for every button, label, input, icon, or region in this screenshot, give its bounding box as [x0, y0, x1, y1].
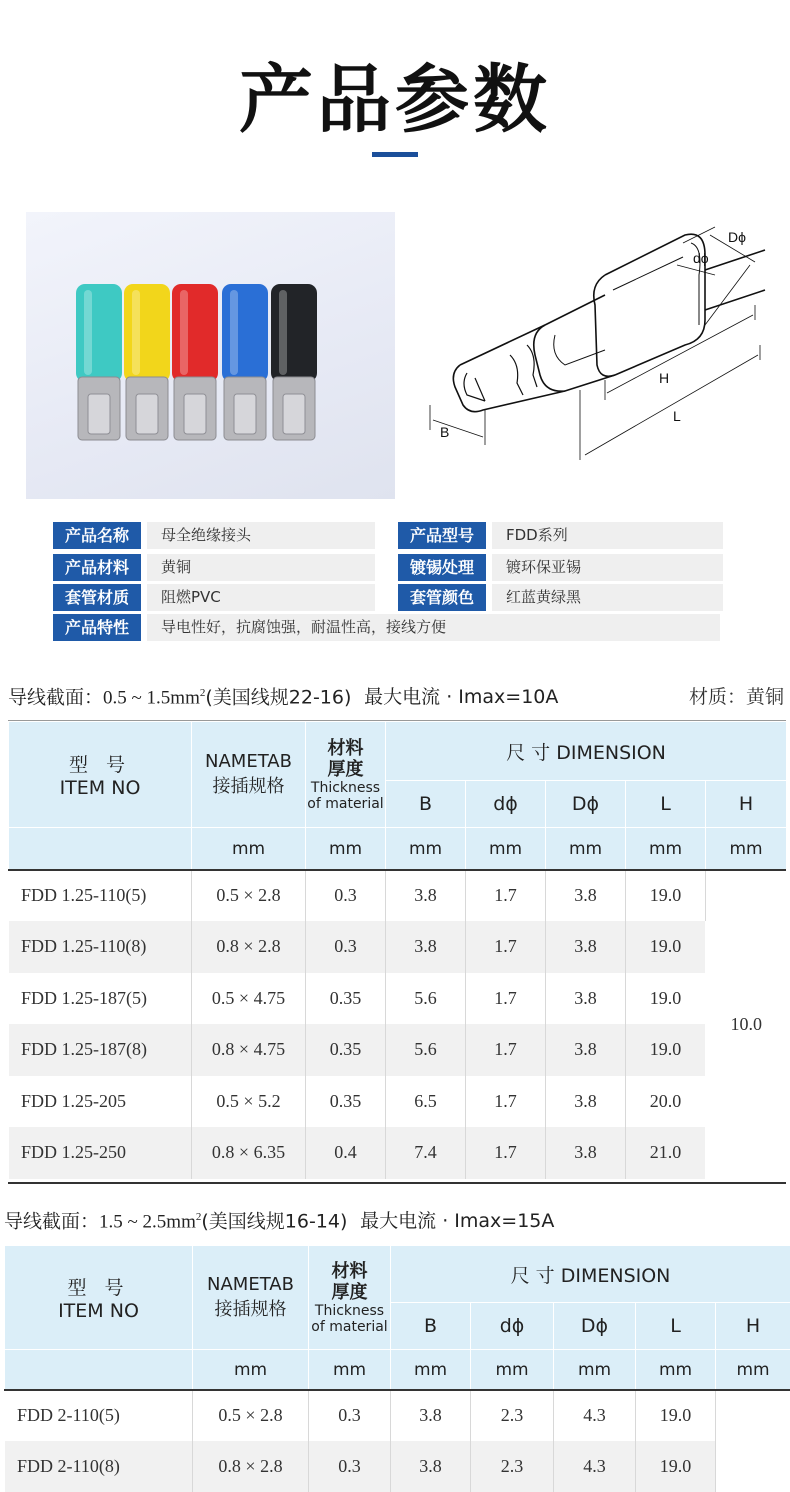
table-cell: 3.8 — [546, 921, 626, 973]
header-material — [309, 1246, 391, 1350]
section1-prefix: 导线截面： — [8, 686, 103, 708]
table-cell: 0.4 — [306, 1127, 386, 1179]
product-photo — [26, 212, 395, 499]
section1-range: 0.5 ~ 1.5mm — [103, 687, 200, 708]
table-cell: 0.5 × 4.75 — [192, 973, 306, 1025]
unit-cell: mm — [309, 1350, 391, 1390]
spec-value: FDD系列 — [492, 522, 723, 549]
unit-cell: mm — [306, 828, 386, 870]
table-cell: 3.8 — [546, 1024, 626, 1076]
spec-value: 黄铜 — [147, 554, 375, 581]
spec-value: 阻燃PVC — [147, 584, 375, 611]
header-nametab-cn: 接插规格 — [193, 1295, 308, 1321]
header-item-cn: 型 号 — [5, 1273, 192, 1300]
page-title: 产品参数 — [0, 55, 790, 145]
section2-title — [4, 1204, 554, 1235]
table-cell: 0.35 — [306, 973, 386, 1025]
spec-key: 产品名称 — [53, 522, 141, 549]
header-item — [5, 1246, 193, 1350]
table-cell: 0.5 × 2.8 — [192, 870, 306, 922]
unit-cell: mm — [471, 1350, 554, 1390]
table-cell: 0.3 — [306, 921, 386, 973]
unit-cell: mm — [386, 828, 466, 870]
table-cell: 0.8 × 4.75 — [192, 1024, 306, 1076]
table-cell: 2.3 — [471, 1441, 554, 1492]
header-dimension: 尺 寸 DIMENSION — [391, 1246, 790, 1303]
header-col-d: dϕ — [466, 781, 546, 828]
table-cell: 19.0 — [626, 870, 706, 922]
table-cell: 3.8 — [546, 1076, 626, 1128]
table-row — [5, 1390, 790, 1441]
header-material-en2: of material — [309, 1319, 390, 1335]
table-cell: 1.7 — [466, 1024, 546, 1076]
table-cell: 1.7 — [466, 921, 546, 973]
table-cell: 0.8 × 6.35 — [192, 1127, 306, 1179]
table-cell: 19.0 — [636, 1390, 716, 1441]
unit-cell: mm — [391, 1350, 471, 1390]
table-cell: 3.8 — [546, 1127, 626, 1179]
unit-cell: mm — [716, 1350, 790, 1390]
table-cell: 19.0 — [636, 1441, 716, 1492]
cell-h-value: 10.0 — [706, 870, 787, 1179]
unit-cell: mm — [192, 828, 306, 870]
table-cell: 0.3 — [309, 1390, 391, 1441]
unit-cell: mm — [554, 1350, 636, 1390]
table-cell: 20.0 — [626, 1076, 706, 1128]
terminal-0 — [76, 284, 122, 440]
table-cell: 4.3 — [554, 1441, 636, 1492]
cell-model: FDD 1.25-110(5) — [9, 870, 192, 922]
table-row — [9, 1076, 787, 1128]
header-col-H: H — [716, 1303, 790, 1350]
cell-model: FDD 1.25-110(8) — [9, 921, 192, 973]
spec-table-1 — [8, 721, 787, 1179]
header-item-cn: 型 号 — [9, 750, 191, 777]
terminal-2 — [172, 284, 218, 440]
header-material-en1: Thickness — [306, 780, 385, 796]
cell-model: FDD 1.25-187(8) — [9, 1024, 192, 1076]
section2-current: 最大电流 · Imax=15A — [360, 1210, 554, 1232]
section2-range: 1.5 ~ 2.5mm — [99, 1211, 196, 1232]
header-nametab-en: NAMETAB — [193, 1274, 308, 1295]
table-row — [9, 1024, 787, 1076]
header-item-en: ITEM NO — [9, 777, 191, 799]
terminal-3 — [222, 284, 268, 440]
table-row — [9, 973, 787, 1025]
header-col-D: Dϕ — [554, 1303, 636, 1350]
table-cell: 3.8 — [546, 870, 626, 922]
spec-key: 产品型号 — [398, 522, 486, 549]
dimension-diagram — [415, 215, 785, 465]
section2-awg: (美国线规16-14) — [201, 1210, 347, 1232]
label-d: dϕ — [693, 250, 709, 266]
table-cell: 19.0 — [626, 1024, 706, 1076]
table-cell — [716, 1390, 790, 1441]
spec-value: 镀环保亚锡 — [492, 554, 723, 581]
unit-cell: mm — [626, 828, 706, 870]
table-cell: 1.7 — [466, 1127, 546, 1179]
title-underline — [372, 152, 418, 157]
cell-model: FDD 1.25-250 — [9, 1127, 192, 1179]
label-D: Dϕ — [728, 229, 746, 245]
section2-prefix: 导线截面： — [4, 1210, 99, 1232]
table-cell: 0.35 — [306, 1024, 386, 1076]
header-col-H: H — [706, 781, 787, 828]
header-material-cn1: 材料 — [309, 1261, 390, 1282]
table-cell: 1.7 — [466, 1076, 546, 1128]
header-material-en1: Thickness — [309, 1303, 390, 1319]
header-nametab — [193, 1246, 309, 1350]
table-cell: 0.3 — [309, 1441, 391, 1492]
header-col-B: B — [391, 1303, 471, 1350]
header-col-D: Dϕ — [546, 781, 626, 828]
label-H: H — [659, 370, 669, 386]
section1-current: 最大电流 · Imax=10A — [364, 686, 558, 708]
table-cell: 2.3 — [471, 1390, 554, 1441]
table1-top-rule — [8, 869, 786, 871]
header-nametab — [192, 722, 306, 828]
header-material-en2: of material — [306, 796, 385, 812]
table-cell: 6.5 — [386, 1076, 466, 1128]
spec-row — [53, 584, 723, 611]
material-note: 材质：黄铜 — [689, 684, 784, 710]
table-cell: 0.5 × 2.8 — [193, 1390, 309, 1441]
header-col-B: B — [386, 781, 466, 828]
unit-cell: mm — [636, 1350, 716, 1390]
table-cell: 0.8 × 2.8 — [193, 1441, 309, 1492]
cell-model: FDD 1.25-187(5) — [9, 973, 192, 1025]
section1-title — [8, 680, 558, 711]
cell-model: FDD 1.25-205 — [9, 1076, 192, 1128]
terminal-4 — [271, 284, 317, 440]
spec-table-2 — [4, 1245, 790, 1492]
header-col-L: L — [626, 781, 706, 828]
unit-blank — [9, 828, 192, 870]
table-cell: 3.8 — [386, 921, 466, 973]
header-item — [9, 722, 192, 828]
table-row — [9, 921, 787, 973]
table-cell: 3.8 — [391, 1441, 471, 1492]
unit-cell: mm — [466, 828, 546, 870]
terminal-photo-illustration — [26, 212, 395, 499]
table-cell: 0.3 — [306, 870, 386, 922]
cell-model: FDD 2-110(8) — [5, 1441, 193, 1492]
header-col-L: L — [636, 1303, 716, 1350]
label-L: L — [673, 408, 681, 424]
sleeve-outline — [605, 234, 705, 375]
spec-row — [53, 614, 723, 641]
spec-value: 红蓝黄绿黑 — [492, 584, 723, 611]
table-cell: 21.0 — [626, 1127, 706, 1179]
table-cell: 3.8 — [546, 973, 626, 1025]
spec-key: 套管材质 — [53, 584, 141, 611]
table-cell: 4.3 — [554, 1390, 636, 1441]
table-row — [5, 1441, 790, 1492]
header-nametab-en: NAMETAB — [192, 751, 305, 772]
section1-awg: (美国线规22-16) — [205, 686, 351, 708]
spec-key: 产品特性 — [53, 614, 141, 641]
table1-bottom-rule — [8, 1182, 786, 1184]
section2-sup: 2 — [196, 1211, 202, 1223]
table-row — [9, 870, 787, 922]
unit-cell: mm — [193, 1350, 309, 1390]
spec-value: 母全绝缘接头 — [147, 522, 375, 549]
table-cell: 5.6 — [386, 973, 466, 1025]
spec-row — [53, 554, 723, 581]
unit-cell: mm — [706, 828, 787, 870]
table-cell: 0.5 × 5.2 — [192, 1076, 306, 1128]
spec-row — [53, 522, 723, 549]
header-material-cn2: 厚度 — [309, 1282, 390, 1303]
unit-blank — [5, 1350, 193, 1390]
table-cell: 19.0 — [626, 973, 706, 1025]
header-material-cn1: 材料 — [306, 738, 385, 759]
header-item-en: ITEM NO — [5, 1300, 192, 1322]
table-row — [9, 1127, 787, 1179]
spec-key: 套管颜色 — [398, 584, 486, 611]
table-cell: 7.4 — [386, 1127, 466, 1179]
label-B: B — [440, 424, 449, 440]
terminal-1 — [124, 284, 170, 440]
table-cell — [716, 1441, 790, 1492]
header-nametab-cn: 接插规格 — [192, 772, 305, 798]
table-cell: 0.8 × 2.8 — [192, 921, 306, 973]
spec-value: 导电性好，抗腐蚀强，耐温性高，接线方便 — [147, 614, 720, 641]
header-col-d: dϕ — [471, 1303, 554, 1350]
table2-top-rule — [4, 1389, 790, 1391]
table-cell: 19.0 — [626, 921, 706, 973]
header-material-cn2: 厚度 — [306, 759, 385, 780]
header-dimension: 尺 寸 DIMENSION — [386, 722, 787, 781]
table-cell: 3.8 — [391, 1390, 471, 1441]
table-cell: 1.7 — [466, 973, 546, 1025]
section1-sup: 2 — [200, 687, 206, 699]
spec-key: 产品材料 — [53, 554, 141, 581]
table-cell: 1.7 — [466, 870, 546, 922]
table-cell: 5.6 — [386, 1024, 466, 1076]
unit-cell: mm — [546, 828, 626, 870]
table-cell: 3.8 — [386, 870, 466, 922]
cell-model: FDD 2-110(5) — [5, 1390, 193, 1441]
table-cell: 0.35 — [306, 1076, 386, 1128]
header-material — [306, 722, 386, 828]
spec-key: 镀锡处理 — [398, 554, 486, 581]
